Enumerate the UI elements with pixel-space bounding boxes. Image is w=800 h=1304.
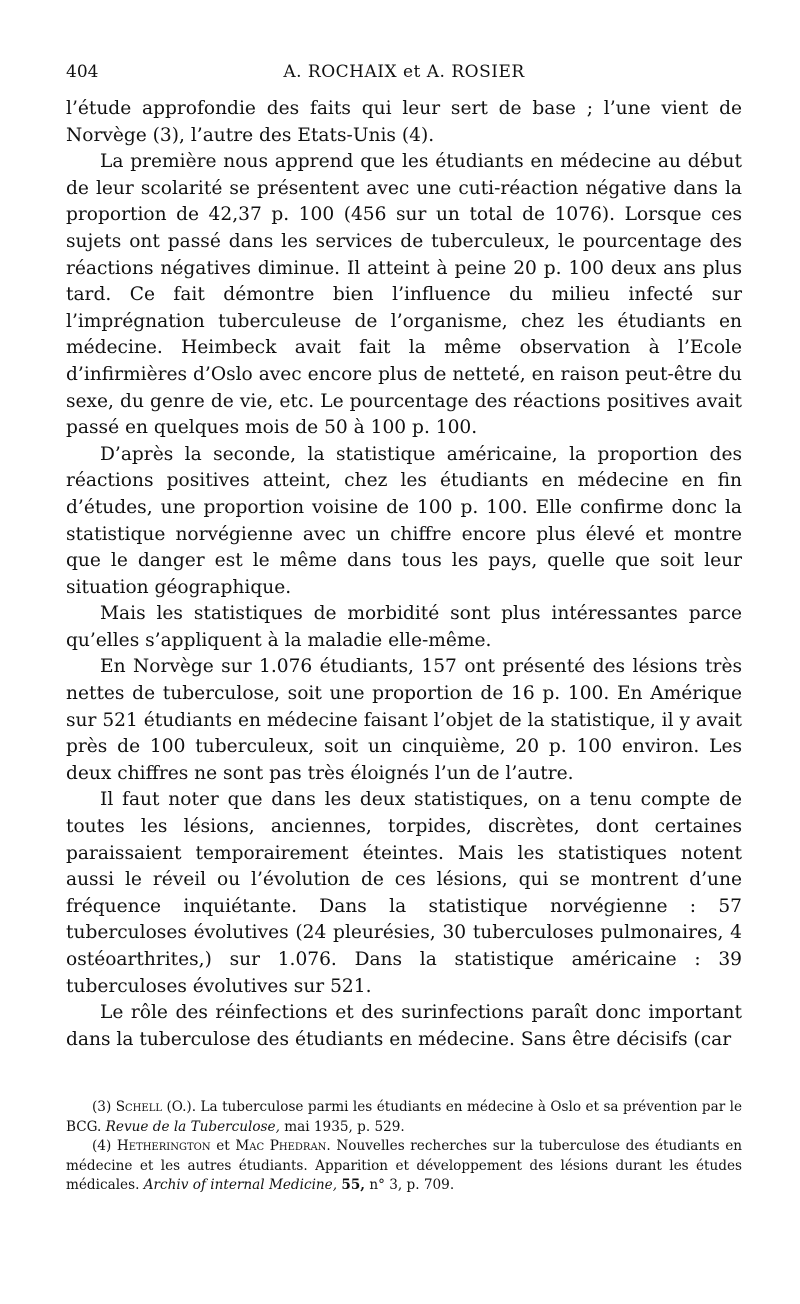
footnotes xyxy=(66,1098,742,1196)
paragraph: Mais les statistiques de morbidité sont plus intéressantes parce qu’elles s’appliquent à la maladie elle-même. xyxy=(66,603,742,651)
paragraph: Il faut noter que dans les deux statistiques, on a tenu compte de toutes les lésions, anciennes, torpides, discrètes, dont certaines paraissaient temporairement éteintes. Mais les statistiques notent aussi le réveil ou l’évolution de ces lésions, qui se montrent d’une fréquence inquiétante. Dans la statistique norvégienne : 57 tuberculoses évolutives (24 pleurésies, 30 tuberculoses pulmonaires, 4 ostéoarthrites,) sur 1.076. Dans la statistique américaine : 39 tuberculoses évolutives sur 521. xyxy=(66,789,742,997)
footnote-text: Nouvelles recherches sur la tuberculose des étudiants en médecine et les autres étudiants. Apparition et développement des lésions durant les études médicales. xyxy=(66,1138,743,1193)
paragraph: D’après la seconde, la statistique américaine, la proportion des réactions positives atteint, chez les étudiants en médecine en fin d’études, une proportion voisine de 100 p. 100. Elle confirme donc la statistique norvégienne avec un chiffre encore plus élevé et montre que le danger est le même dans tous les pays, quelle que soit leur situation géographique. xyxy=(66,443,742,598)
paragraph: En Norvège sur 1.076 étudiants, 157 ont présenté des lésions très nettes de tuberculose, soit une proportion de 16 p. 100. En Amérique sur 521 étudiants en médecine faisant l’objet de la statistique, il y avait près de 100 tuberculeux, soit un cinquième, 20 p. 100 environ. Les deux chiffres ne sont pas très éloignés l’un de l’autre. xyxy=(66,656,742,784)
footnote-4 xyxy=(66,1137,742,1196)
paragraph: l’étude approfondie des faits qui leur sert de base ; l’une vient de Norvège (3), l’autre des Etats-Unis (4). xyxy=(66,98,742,146)
paragraph: La première nous apprend que les étudiants en médecine au début de leur scolarité se présentent avec une cuti-réaction négative dans la proportion de 42,37 p. 100 (456 sur un total de 1076). Lorsque ces sujets ont passé dans les services de tuberculeux, le pourcentage des réactions négatives diminue. Il atteint à peine 20 p. 100 deux ans plus tard. Ce fait démontre bien l’influence du milieu infecté sur l’imprégnation tuberculeuse de l’organisme, chez les étudiants en médecine. Heimbeck avait fait la même observation à l’Ecole d’infirmières d’Oslo avec encore plus de netteté, en raison peut-être du sexe, du genre de vie, etc. Le pourcentage des réactions positives avait passé en quelques mois de 50 à 100 p. 100. xyxy=(66,151,742,439)
footnote-author: Mac Phedran. xyxy=(235,1138,331,1154)
running-head xyxy=(66,62,742,96)
footnote-author: Schell xyxy=(115,1099,162,1115)
footnote-text: La tuberculose parmi les étudiants en médecine à Oslo et sa prévention par le BCG. xyxy=(66,1099,743,1135)
footnote-journal: Revue de la Tuberculose, xyxy=(105,1118,280,1135)
footnote-marker: (3) xyxy=(92,1099,112,1115)
footnote-journal: Archiv of internal Medicine, xyxy=(143,1177,338,1193)
page xyxy=(66,62,743,1193)
footnote-marker: (4) xyxy=(92,1138,112,1154)
footnote-tail: mai 1935, p. 529. xyxy=(284,1118,405,1135)
footnote-volume: 55, xyxy=(341,1177,366,1193)
footnote-conjunction: et xyxy=(216,1138,230,1154)
footnote-author: Hetherington xyxy=(116,1138,211,1154)
running-title: A. ROCHAIX et A. ROSIER xyxy=(283,62,525,82)
footnote-3 xyxy=(66,1098,742,1137)
footnote-tail: n° 3, p. 709. xyxy=(369,1177,455,1193)
page-number: 404 xyxy=(66,62,99,82)
paragraph: Le rôle des réinfections et des surinfections paraît donc important dans la tuberculose des étudiants en médecine. Sans être décisifs (car xyxy=(66,1002,742,1050)
footnote-author-initial: (O.). xyxy=(166,1099,197,1115)
body-text xyxy=(66,96,742,1053)
